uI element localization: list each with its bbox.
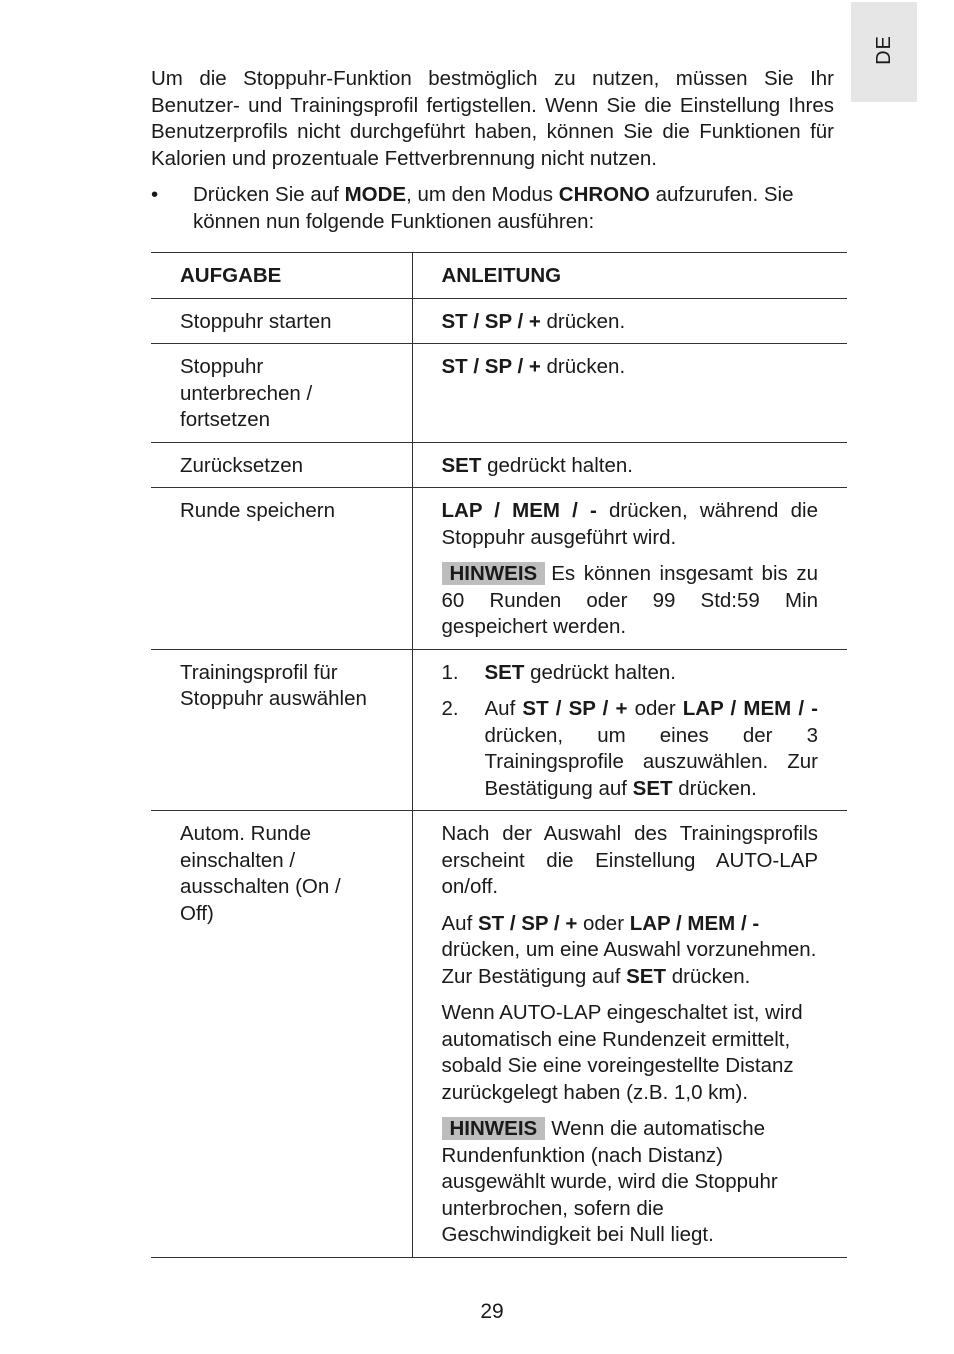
list-item [442, 660, 819, 687]
text-run: gedrückt halten. [524, 660, 676, 684]
note-badge: HINWEIS [442, 1117, 546, 1140]
table-row [151, 442, 847, 488]
key-label: ST / SP / + [522, 697, 628, 720]
key-label: LAP / MEM / - [629, 911, 760, 935]
instruction-cell [412, 649, 847, 811]
task-cell [151, 811, 412, 1258]
task-text: Autom. Runde einschalten / ausschalten (On / Off) [180, 822, 341, 925]
note-badge: HINWEIS [442, 562, 546, 585]
key-label: ST / SP / + [477, 911, 578, 935]
key-label: SET [626, 964, 666, 988]
page-number: 29 [480, 1300, 504, 1323]
instruction-cell [412, 298, 847, 344]
header-task: AUFGABE [151, 253, 412, 299]
text-run: drücken. [540, 355, 626, 378]
note-text: Wenn die automatische Rundenfunktion (nach Distanz) ausgewählt wurde, wird die Stoppuhr unterbrochen, sofern die Geschwindigkeit bei Null liegt. [441, 1117, 778, 1246]
mode-key: MODE [344, 183, 407, 206]
table-row [151, 649, 847, 811]
text-run: Auf [484, 697, 523, 720]
instruction-cell [412, 488, 847, 650]
table-row [151, 811, 847, 1258]
bullet-item [151, 182, 834, 235]
chrono-mode: CHRONO [558, 183, 650, 206]
header-instruction: ANLEITUNG [441, 264, 562, 287]
text-run: drücken. [672, 776, 757, 800]
task-cell: Stoppuhr starten [151, 298, 412, 344]
text-run: Drücken Sie auf [193, 183, 345, 206]
note-text: Es können insgesamt bis zu 60 Runden oder 99 Std:59 Min gespeichert werden. [441, 562, 818, 638]
bullet-text [193, 182, 834, 235]
key-label: ST / SP / + [441, 309, 541, 333]
step-number: 1. [441, 660, 459, 684]
intro-paragraph: Um die Stoppuhr-Funktion bestmöglich zu nutzen, müssen Sie Ihr Benutzer- und Trainingsprofil fertigstellen. Wenn Sie die Einstellung Ihres Benutzerprofils nicht durchgeführt haben, können Sie die Funktionen für Kalorien und prozentuale Fettverbrennung nicht nutzen. [151, 67, 834, 170]
text-run: , um den Modus [406, 183, 559, 206]
text-run: drücken, um eines der 3 Trainingsprofile auszuwählen. Zur Bestätigung auf [484, 723, 818, 800]
paragraph: Wenn AUTO-LAP eingeschaltet ist, wird automatisch eine Rundenzeit ermittelt, sobald Sie eine voreingestellte Distanz zurückgelegt haben (z.B. 1,0 km). [441, 1001, 803, 1104]
table-row [151, 298, 847, 344]
text-run: aufzurufen. Sie können nun folgende Funktionen ausführen: [193, 183, 794, 233]
table-row [151, 488, 847, 650]
instruction-cell [412, 442, 847, 488]
bullet-symbol: • [151, 183, 159, 206]
task-text: Stoppuhr unterbrechen / fortsetzen [180, 355, 313, 431]
task-table [151, 252, 847, 1258]
task-cell [151, 344, 412, 443]
text-run: drücken, um eine Auswahl vorzunehmen. Zur Bestätigung auf [441, 938, 817, 988]
language-tab [851, 2, 917, 102]
step-number: 2. [441, 697, 459, 720]
task-cell: Runde speichern [151, 488, 412, 650]
instruction-cell [412, 811, 847, 1258]
key-label: LAP / MEM / - [682, 697, 818, 720]
text-run: oder [577, 911, 630, 935]
table-row [151, 344, 847, 443]
text-run: drücken, während die Stoppuhr ausgeführt wird. [441, 499, 818, 549]
table-header-row [151, 253, 847, 299]
step-list [442, 660, 819, 803]
text-run: drücken. [666, 964, 751, 988]
task-text: Trainingsprofil für Stoppuhr auswählen [180, 660, 367, 710]
text-run: oder [627, 697, 683, 720]
paragraph: Nach der Auswahl des Trainingsprofils erscheint die Einstellung AUTO-LAP on/off. [441, 822, 818, 898]
key-label: SET [632, 776, 673, 800]
text-run: drücken. [540, 309, 626, 333]
key-label: LAP / MEM / - [441, 499, 597, 522]
instruction-cell [412, 344, 847, 443]
key-label: SET [484, 660, 525, 684]
text-run: gedrückt halten. [481, 453, 633, 477]
list-item [442, 696, 819, 802]
task-cell [151, 649, 412, 811]
task-cell: Zurücksetzen [151, 442, 412, 488]
language-label: DE [872, 35, 895, 65]
key-label: SET [441, 453, 482, 477]
text-run: Auf [441, 911, 478, 935]
key-label: ST / SP / + [441, 355, 541, 378]
